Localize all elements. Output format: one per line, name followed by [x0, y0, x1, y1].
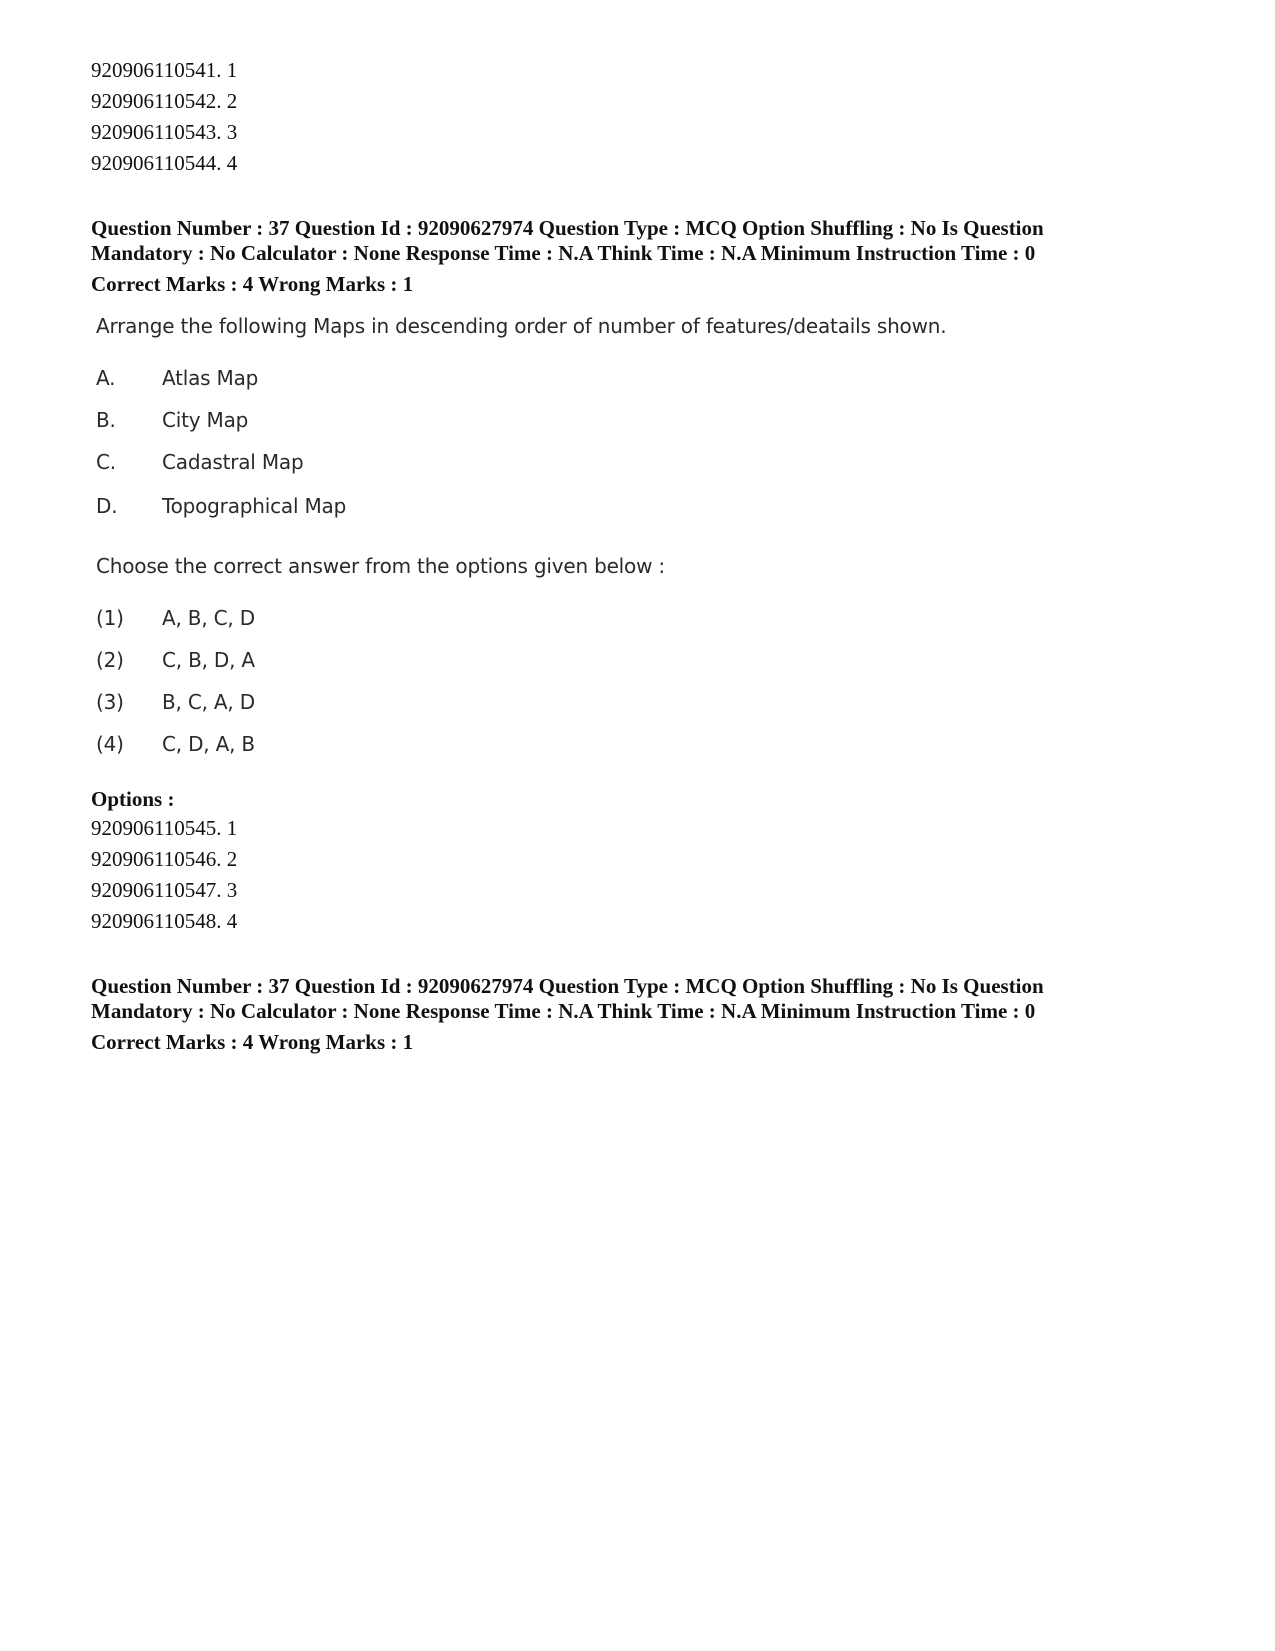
question-header-line-1: Question Number : 37 Question Id : 92090627974 Question Type : MCQ Option Shuffling : No Is Question: [91, 216, 1044, 240]
list-item: [96, 450, 303, 474]
question-header-line-1: Question Number : 37 Question Id : 92090627974 Question Type : MCQ Option Shuffling : No Is Question: [91, 974, 1044, 998]
item-text: City Map: [162, 408, 249, 432]
item-text: Atlas Map: [162, 366, 259, 390]
item-key: C.: [96, 450, 116, 474]
item-key: D.: [96, 494, 118, 518]
answer-text: C, D, A, B: [162, 732, 255, 756]
answer-key: (2): [96, 648, 124, 672]
option-id-line: 920906110543. 3: [91, 120, 238, 144]
question-header: [91, 216, 1044, 266]
item-key: B.: [96, 408, 116, 432]
options-label: Options :: [91, 787, 175, 811]
answer-text: B, C, A, D: [162, 690, 255, 714]
answer-key: (1): [96, 606, 124, 630]
option-id-line: 920906110545. 1: [91, 816, 238, 840]
question-stem: Arrange the following Maps in descending order of number of features/deatails shown.: [96, 314, 947, 338]
question-header-line-2: Mandatory : No Calculator : None Response Time : N.A Think Time : N.A Minimum Instruction Time : 0: [91, 241, 1036, 265]
list-item: [96, 494, 346, 518]
option-id-line: 920906110546. 2: [91, 847, 238, 871]
option-id-line: 920906110547. 3: [91, 878, 238, 902]
item-key: A.: [96, 366, 116, 390]
option-id-line: 920906110544. 4: [91, 151, 238, 175]
answer-choice: [96, 732, 255, 756]
next-question-header: [91, 974, 1044, 1024]
answer-choice: [96, 648, 255, 672]
answer-key: (3): [96, 690, 124, 714]
options-list: [91, 813, 237, 937]
answer-text: A, B, C, D: [162, 606, 255, 630]
item-text: Cadastral Map: [162, 450, 304, 474]
next-question-marks: Correct Marks : 4 Wrong Marks : 1: [91, 1030, 414, 1054]
previous-options-list: [91, 55, 237, 179]
answer-key: (4): [96, 732, 124, 756]
list-item: [96, 366, 258, 390]
item-text: Topographical Map: [162, 494, 347, 518]
answer-choice: [96, 606, 255, 630]
option-id-line: 920906110542. 2: [91, 89, 238, 113]
choose-instruction: Choose the correct answer from the options given below :: [96, 554, 665, 578]
answer-text: C, B, D, A: [162, 648, 255, 672]
question-marks: Correct Marks : 4 Wrong Marks : 1: [91, 272, 414, 296]
option-id-line: 920906110548. 4: [91, 909, 238, 933]
question-header-line-2: Mandatory : No Calculator : None Response Time : N.A Think Time : N.A Minimum Instruction Time : 0: [91, 999, 1036, 1023]
answer-choice: [96, 690, 255, 714]
list-item: [96, 408, 248, 432]
option-id-line: 920906110541. 1: [91, 58, 238, 82]
